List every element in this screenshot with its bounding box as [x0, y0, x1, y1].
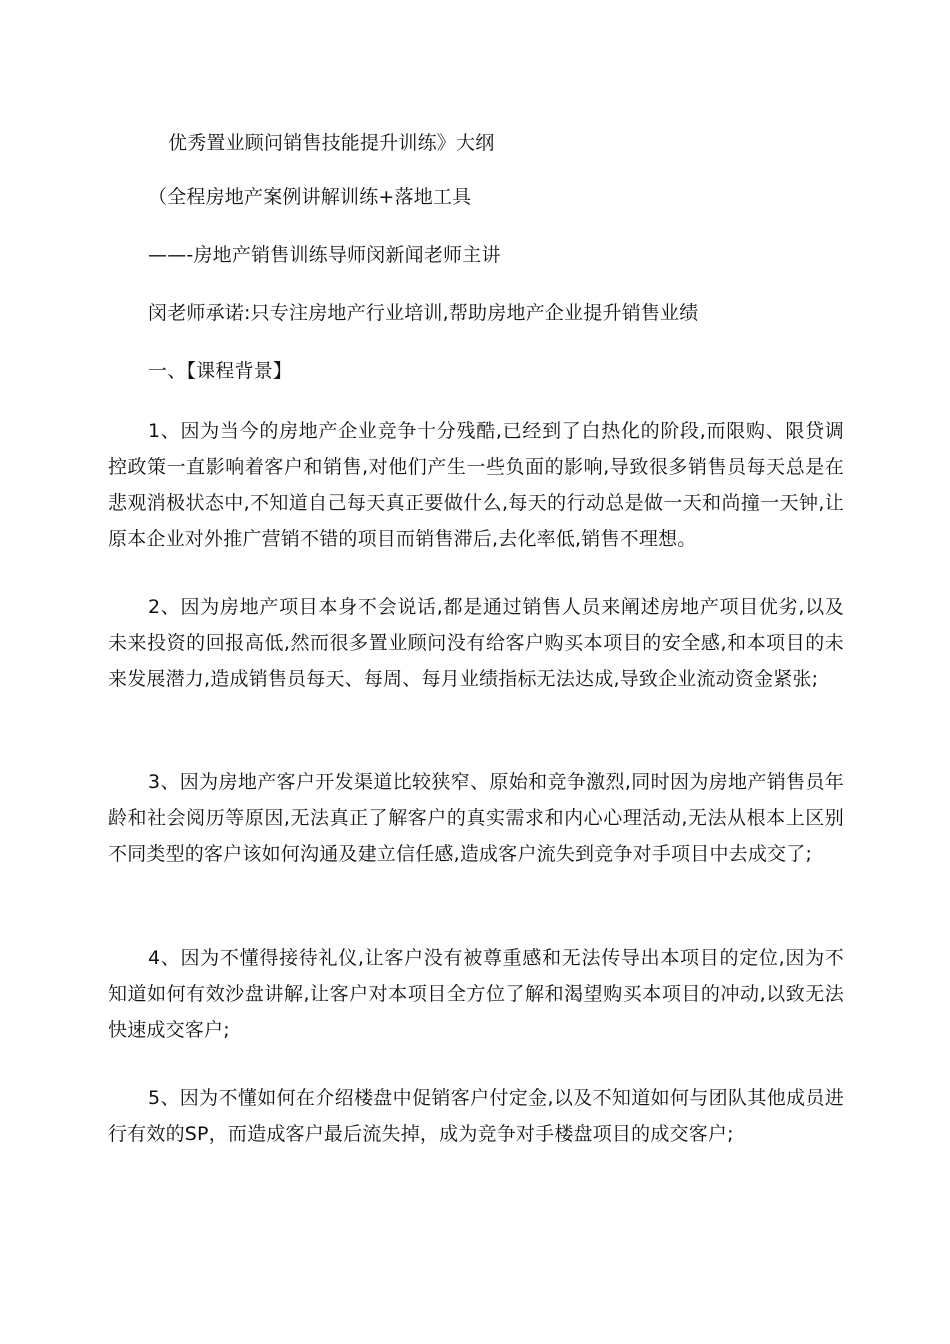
paragraph-3: 3、因为房地产客户开发渠道比较狭窄、原始和竞争激烈,同时因为房地产销售员年龄和社会阅历等原因,无法真正了解客户的真实需求和内心心理活动,无法从根本上区别不同类型的客户该如何沟通及建立信任感,造成客户流失到竞争对手项目中去成交了; — [108, 771, 844, 865]
paragraph-5: 5、因为不懂如何在介绍楼盘中促销客户付定金,以及不知道如何与团队其他成员进行有效的SP，而造成客户最后流失掉，成为竞争对手楼盘项目的成交客户; — [108, 1087, 844, 1145]
document-title: 优秀置业顾问销售技能提升训练》大纲 — [168, 132, 495, 154]
promise-line: 闵老师承诺:只专注房地产行业培训,帮助房地产企业提升销售业绩 — [148, 302, 699, 324]
document-subtitle: （全程房地产案例讲解训练+落地工具 — [148, 186, 472, 208]
section-heading: 一、【课程背景】 — [148, 360, 293, 382]
paragraph-1: 1、因为当今的房地产企业竞争十分残酷,已经到了白热化的阶段,而限购、限贷调控政策一直影响着客户和销售,对他们产生一些负面的影响,导致很多销售员每天总是在悲观消极状态中,不知道自己每天真正要做什么,每天的行动总是做一天和尚撞一天钟,让原本企业对外推广营销不错的项目而销售滞后,去化率低,销售不理想。 — [108, 420, 844, 550]
paragraph-4: 4、因为不懂得接待礼仪,让客户没有被尊重感和无法传导出本项目的定位,因为不知道如何有效沙盘讲解,让客户对本项目全方位了解和渴望购买本项目的冲动,以致无法快速成交客户; — [108, 947, 844, 1041]
paragraph-2: 2、因为房地产项目本身不会说话,都是通过销售人员来阐述房地产项目优劣,以及未来投资的回报高低,然而很多置业顾问没有给客户购买本项目的安全感,和本项目的未来发展潜力,造成销售员每天、每周、每月业绩指标无法达成,导致企业流动资金紧张; — [108, 596, 844, 690]
presenter-line: ——-房地产销售训练导师闵新闻老师主讲 — [148, 244, 501, 266]
